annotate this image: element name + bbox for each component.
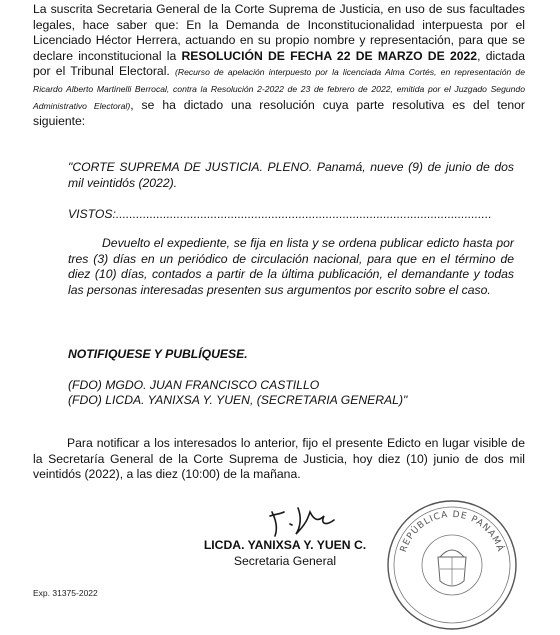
closing-paragraph: Para notificar a los interesados lo anterior, fijo el presente Edicto en lugar visible de la Secretaría General de la Corte Suprema de Justicia, hoy diez (10) junio de dos mil veintidós (2022), a las diez (10:00) de la mañana. — [33, 436, 525, 482]
signer-title: Secretaria General — [233, 554, 337, 568]
intro-paragraph — [33, 2, 525, 130]
signed-line-1: (FDO) MGDO. JUAN FRANCISCO CASTILLO — [68, 378, 320, 392]
intro-text-c: , se ha dictado una resolución cuya parte resolutiva es del tenor siguiente: — [33, 97, 525, 129]
file-number: Exp. 31375-2022 — [33, 588, 98, 598]
court-seal-icon — [382, 495, 522, 635]
intro-text-a: La suscrita Secretaria General de la Corte Suprema de Justicia, en uso de sus facultades legales, hace saber que: En la Demanda de Inconstitucionalidad interpuesta por el Licenciado Héctor Herrera, actuando en su propio nombre y representación, para que se declare inconstitucional la — [33, 2, 525, 63]
resolution-title: RESOLUCIÓN DE FECHA 22 DE MARZO DE 2022 — [181, 48, 478, 63]
appeal-note: (Recurso de apelación interpuesto por la licenciada Alma Cortés, en representación de Ricardo Alberto Martinelli Berrocal, contra la Resolución 2-2022 de 23 de febrero de 2022, emitida por el Juzgado Segundo Administrativo Electoral) — [33, 67, 525, 111]
signed-line-2: (FDO) LICDA. YANIXSA Y. YUEN, (SECRETARIA GENERAL)" — [68, 393, 408, 407]
intro-text-b: , dictada por el Tribunal Electoral. — [33, 48, 525, 79]
signer-name: LICDA. YANIXSA Y. YUEN C. — [203, 538, 367, 552]
notify-heading: NOTIFIQUESE Y PUBLÍQUESE. — [68, 347, 248, 361]
svg-text:REPÚBLICA DE PANAMÁ — [399, 510, 507, 554]
quote-header: "CORTE SUPREMA DE JUSTICIA. PLENO. Panamá, nueve (9) de junio de dos mil veintidós (2022). — [68, 160, 514, 190]
vistos-line: VISTOS:............................................................................................................... — [68, 207, 492, 221]
handwritten-signature-icon — [262, 500, 342, 540]
seal-text: REPÚBLICA DE PANAMÁ — [398, 509, 506, 554]
quote-body: Devuelto el expediente, se fija en lista y se ordena publicar edicto hasta por tres (3) días en un periódico de circulación nacional, para que en el término de diez (10) días, contados a partir de la última publicación, el demandante y todas las personas interesadas presenten sus argumentos por escrito sobre el caso. — [68, 236, 514, 297]
